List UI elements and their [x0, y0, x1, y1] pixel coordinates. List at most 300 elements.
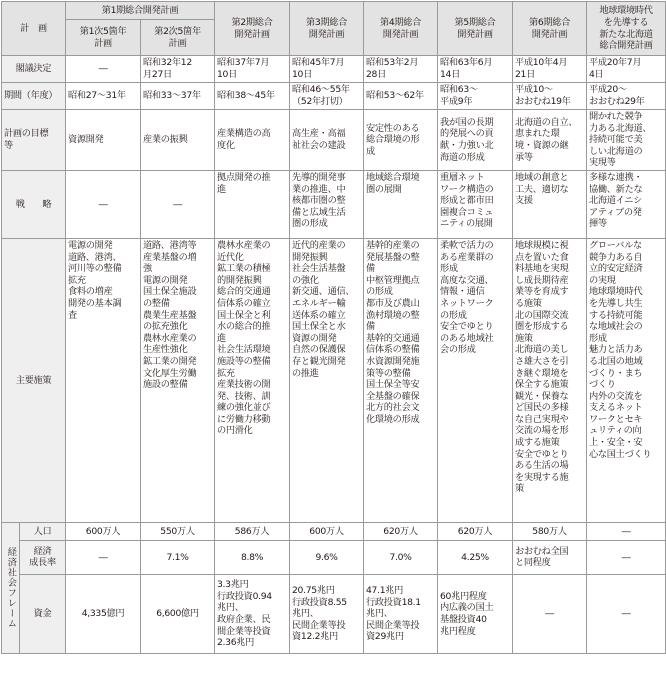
cell-line: 会の形成 — [440, 344, 476, 356]
cell-population-4 — [364, 522, 438, 540]
cell-line: 資12.2兆円 — [292, 631, 338, 643]
cell-line: な地域社会の — [589, 321, 643, 333]
cell-line: 行政投資0.94 — [217, 590, 272, 602]
cell-line: 昭和27～31年 — [68, 90, 126, 102]
cell-line: 策等の整備 — [366, 367, 411, 379]
cell-line: 近代化 — [217, 251, 244, 263]
cell-line: の実現 — [589, 274, 616, 286]
cell-line: 圏の展開 — [366, 183, 402, 195]
cell-line: 計画の目標 — [4, 128, 49, 140]
cell-line: 圏を形成する — [515, 321, 569, 333]
cell-measures-7 — [587, 238, 666, 522]
cell-line: 備 — [366, 263, 375, 275]
cell-line: 昭和63～ — [440, 84, 478, 96]
cell-line: 備と広域生活 — [292, 206, 346, 218]
cell-line: 兆円、 — [292, 608, 319, 620]
cell-line: 形成 — [440, 263, 458, 275]
cell-line: 発、技術、訓 — [217, 390, 271, 402]
cell-line: 開発計画 — [382, 28, 419, 40]
cell-line: 北方的社会文 — [366, 402, 420, 414]
cell-measures-4 — [364, 238, 438, 522]
cell-line: さ雄大さを引 — [515, 355, 569, 367]
cell-line: 強 — [143, 263, 152, 275]
cell-line: 基盤投資40 — [440, 613, 487, 625]
cell-growth-2 — [215, 540, 290, 574]
cell-line: 2.36兆円 — [217, 637, 255, 649]
cell-line: 漁村環境の整 — [366, 309, 420, 321]
cell-line: 産業技術の開 — [217, 379, 271, 391]
cell-measures-1 — [141, 238, 215, 522]
cell-line: ある産業群の — [440, 251, 494, 263]
cell-line: の推進 — [292, 367, 319, 379]
cell-line: 28日 — [366, 69, 386, 80]
cell-strategy-4 — [364, 170, 438, 238]
cell-line: の拡充強化 — [143, 321, 188, 333]
header-row-1 — [2, 2, 666, 20]
cell-line: 持続可能で美 — [589, 134, 643, 146]
cell-line: 自然の保護保 — [292, 344, 346, 356]
cell-line: 10日 — [217, 69, 237, 80]
cell-line: 兆円、 — [217, 602, 244, 614]
cell-goal-1 — [141, 110, 215, 171]
cell-line: 形成 — [589, 332, 607, 344]
row-funds — [2, 574, 666, 653]
cell-line: 化環境の形成 — [366, 413, 420, 425]
cell-line: 送体系の確立 — [292, 309, 346, 321]
cell-strategy-6 — [513, 170, 587, 238]
cell-line: き継ぐ環境を — [515, 367, 569, 379]
cell-line: 昭和32年12 — [143, 57, 192, 69]
cell-line: の円滑化 — [217, 425, 253, 437]
cell-goal-0 — [66, 110, 141, 171]
row-goal — [2, 110, 666, 171]
cell-line: 昭和33～37年 — [143, 90, 201, 102]
cell-line: 策 — [515, 483, 524, 495]
col-header-phase5 — [438, 2, 513, 56]
cell-line: 保全する施策 — [515, 379, 569, 391]
cell-line: 魅力と活力あ — [589, 344, 643, 356]
cell-decision-7 — [587, 56, 666, 83]
cell-line: 6,600億円 — [156, 608, 199, 620]
cell-line: 拡充 — [217, 367, 235, 379]
cell-line: 地球環境時代 — [599, 5, 653, 17]
cell-line: 境・資源の継 — [515, 139, 569, 151]
cell-line: ― — [98, 551, 108, 563]
cell-population-0 — [66, 522, 141, 540]
cell-line: 施策 — [515, 332, 533, 344]
plan-comparison-table — [1, 1, 666, 654]
cell-line: 点を置いた食 — [515, 251, 569, 263]
cell-line: エネルギー輸 — [292, 297, 346, 309]
cell-line: 電源の開発 — [68, 239, 113, 251]
cell-line: 道路、港湾等 — [143, 239, 197, 251]
row-strategy — [2, 170, 666, 238]
cell-line: 高生産・高福 — [292, 128, 346, 140]
cell-funds-5 — [438, 574, 513, 653]
cell-line: ュリティの向 — [589, 425, 642, 437]
cell-line: 7.1% — [166, 551, 189, 563]
cell-line: 586万人 — [234, 525, 270, 537]
cell-growth-0 — [66, 540, 141, 574]
cell-line: 21日 — [515, 69, 535, 80]
cell-line: 第1次5箇年 — [79, 25, 127, 37]
cell-line: 成長率 — [29, 557, 56, 569]
cell-line: 8.8% — [240, 551, 264, 563]
cell-line: 計画 — [168, 37, 187, 49]
cell-line: 海道の形成 — [440, 151, 485, 163]
cell-line: 兆円程度 — [440, 625, 476, 637]
plan-header-label: 計 画 — [20, 22, 47, 34]
cell-line: 社会生活環境 — [217, 344, 271, 356]
cell-goal-2 — [215, 110, 290, 171]
col-header-first-5yr — [66, 20, 141, 56]
row-label-funds — [20, 574, 66, 653]
cell-line: 拡充 — [68, 274, 86, 286]
cell-line: 新交通、通信、 — [292, 286, 355, 298]
cell-funds-7 — [587, 574, 666, 653]
cell-line: 産業の振興 — [143, 134, 188, 146]
cell-line: 工夫、適切な — [515, 183, 569, 195]
cell-line: 開かれた競争 — [589, 111, 643, 122]
cell-line: 平成20～ — [589, 84, 627, 96]
cell-line: 料基地を実現 — [515, 263, 569, 275]
row-label-text: 期間（年度） — [4, 90, 58, 102]
cell-line: ― — [621, 551, 631, 563]
cell-line: 4.25% — [461, 551, 489, 563]
cell-line: る北国の地域 — [589, 355, 643, 367]
plan-comparison-table-wrapper — [1, 1, 665, 672]
cell-line: 資29兆円 — [366, 631, 404, 643]
cell-line: ど国民の多様 — [515, 402, 569, 414]
cell-line: し成長期待産 — [515, 274, 569, 286]
cell-line: ― — [545, 608, 554, 620]
cell-line: 文化厚生労働 — [143, 367, 197, 379]
row-label-goal — [2, 110, 66, 171]
cell-line: づくり — [589, 379, 616, 391]
cell-line: 信体系の整備 — [366, 344, 420, 356]
cell-line: 度化 — [217, 139, 235, 151]
cell-line: 上・安全・安 — [589, 437, 643, 449]
cell-line: 第2次5箇年 — [154, 25, 201, 37]
cell-line: 計画 — [94, 37, 112, 49]
cell-line: 総合的交通通 — [217, 286, 271, 298]
cell-line: 4,335億円 — [81, 608, 125, 620]
row-label-strategy — [2, 170, 66, 238]
cell-line: 道路、港湾、 — [68, 251, 122, 263]
cell-period-5 — [438, 83, 513, 110]
cell-line: の整備 — [143, 297, 170, 309]
cell-line: ワークとセキ — [589, 413, 643, 425]
cell-line: 安定性のある — [366, 122, 420, 134]
cell-population-6 — [513, 522, 587, 540]
cell-line: 交流の場を形 — [515, 425, 569, 437]
cell-line: 鉱工業の開発 — [143, 355, 197, 367]
cell-line: 北海道の自立、 — [515, 116, 578, 128]
cell-line: 等 — [4, 139, 13, 151]
cell-line: 柔軟で活力の — [440, 239, 494, 251]
cell-period-1 — [141, 83, 215, 110]
cell-decision-5 — [438, 56, 513, 83]
cell-population-2 — [215, 522, 290, 540]
cell-line: おおむね全国 — [515, 545, 569, 557]
cell-line: 進 — [217, 183, 226, 195]
cell-line: アティブの発 — [589, 206, 642, 218]
cell-line: 600万人 — [85, 525, 121, 537]
cell-measures-2 — [215, 238, 290, 522]
cell-line: 食料の増産 — [68, 286, 113, 298]
cell-line: 基幹的交通通 — [366, 332, 420, 344]
cell-line: 平成20年7月 — [589, 57, 642, 69]
row-label-period — [2, 83, 66, 110]
row-label-cabinet-decision — [2, 56, 66, 83]
cell-line: 地域総合環境 — [366, 171, 420, 183]
cell-line: 昭和45年7月 — [292, 57, 345, 69]
cell-goal-6 — [513, 110, 587, 171]
cell-line: ニティの展開 — [440, 218, 493, 230]
row-measures — [2, 238, 666, 522]
cell-line: に労働力移動 — [217, 413, 271, 425]
cell-line: 電源の開発 — [143, 274, 188, 286]
cell-line: 平成9年 — [440, 96, 473, 107]
col-header-phase6 — [513, 2, 587, 56]
plan-header-cell — [2, 2, 66, 56]
cell-line: 昭和37年7月 — [217, 57, 270, 69]
cell-line: 北海道イニシ — [589, 195, 642, 207]
cell-population-1 — [141, 522, 215, 540]
cell-period-0 — [66, 83, 141, 110]
cell-line: 農林水産業の — [143, 332, 197, 344]
cell-line: と同程度 — [515, 557, 551, 569]
cell-strategy-2 — [215, 170, 290, 238]
cell-line: の強化 — [292, 274, 319, 286]
cell-line: 全基盤の確保 — [366, 390, 420, 402]
cell-population-5 — [438, 522, 513, 540]
cell-line: 内広義の国土 — [440, 602, 494, 614]
cell-goal-3 — [290, 110, 364, 171]
cell-line: 練の強化並び — [217, 402, 271, 414]
cell-decision-0 — [66, 56, 141, 83]
cell-strategy-1 — [141, 170, 215, 238]
cell-line: 承等 — [515, 151, 533, 163]
cell-line: 高度な交通、 — [440, 274, 494, 286]
cell-line: ある生活の場 — [515, 460, 569, 472]
col-header-phase2 — [215, 2, 290, 56]
econ-frame-text: 経済社会フレーム — [5, 547, 17, 629]
cell-line: 協働、新たな — [589, 183, 643, 195]
cell-line: ― — [621, 525, 631, 537]
cell-line: 第4期総合 — [379, 16, 422, 28]
cell-line: 60兆円程度 — [440, 590, 487, 602]
col-header-second-5yr — [141, 20, 215, 56]
cell-line: 先導的開発事 — [292, 171, 346, 183]
col-header-new-plan — [587, 2, 666, 56]
cell-line: 民間企業等投 — [366, 619, 420, 631]
cell-line: 行政投資8.55 — [292, 596, 347, 608]
cell-growth-6 — [513, 540, 587, 574]
row-label-text: 戦 略 — [15, 198, 52, 210]
cell-line: 資源の開発 — [292, 332, 337, 344]
cell-line: 拠点開発の推 — [217, 171, 271, 183]
cell-period-6 — [513, 83, 587, 110]
cell-line: 国土保全と利 — [217, 309, 271, 321]
cell-line: 社会生活基盤 — [292, 263, 346, 275]
cell-line: 進 — [217, 332, 226, 344]
cell-decision-6 — [513, 56, 587, 83]
row-label-text: 主要施策 — [15, 374, 52, 386]
cell-line: の形成 — [440, 309, 467, 321]
cell-funds-3 — [290, 574, 364, 653]
cell-line: グローバルな — [589, 239, 642, 251]
cell-line: 開発振興 — [292, 251, 328, 263]
cell-decision-2 — [215, 56, 290, 83]
cell-funds-2 — [215, 574, 290, 653]
cell-line: 兆円、 — [366, 608, 393, 620]
cell-line: 第2期総合 — [231, 16, 273, 28]
cell-line: 鉱工業の積極 — [217, 263, 271, 275]
cell-population-3 — [290, 522, 364, 540]
cell-line: ― — [173, 198, 182, 210]
cell-line: 近代的産業の — [292, 239, 346, 251]
cell-line: 620万人 — [383, 525, 418, 537]
cell-line: 国土保全等安 — [366, 379, 420, 391]
cell-line: 河川等の整備 — [68, 263, 122, 275]
cell-line: 産業基盤の増 — [143, 251, 197, 263]
cell-line: 的発展への貢 — [440, 128, 494, 140]
cell-line: （52年打切） — [292, 96, 348, 107]
cell-line: 47.1兆円 — [366, 584, 404, 596]
cell-line: しい北海道の — [589, 145, 643, 157]
cell-measures-6 — [513, 238, 587, 522]
cell-line: おおむね19年 — [515, 96, 571, 107]
cell-growth-1 — [141, 540, 215, 574]
col-header-phase3 — [290, 2, 364, 56]
cell-line: 資源開発 — [68, 134, 104, 146]
cell-line: 開発計画 — [457, 28, 493, 40]
cell-line: を先導する — [603, 16, 649, 28]
cell-line: な自己実現や — [515, 413, 569, 425]
cell-line: 業の推進、中 — [292, 183, 346, 195]
cell-line: 550万人 — [160, 525, 195, 537]
cell-line: 3.3兆円 — [217, 579, 249, 591]
cell-line: 農林水産業の — [217, 239, 271, 251]
cell-line: 月27日 — [143, 69, 172, 80]
cell-line: 成 — [366, 145, 375, 157]
cell-decision-1 — [141, 56, 215, 83]
cell-line: ― — [98, 198, 108, 210]
cell-line: 圏の形成 — [292, 218, 328, 230]
cell-line: 水の総合的推 — [217, 321, 271, 333]
cell-strategy-5 — [438, 170, 513, 238]
cell-line: 基幹的産業の — [366, 239, 420, 251]
cell-line: 内外の交流を — [589, 390, 643, 402]
cell-line: 北の国際交流 — [515, 309, 569, 321]
row-label-growth — [20, 540, 66, 574]
cell-strategy-3 — [290, 170, 364, 238]
row-period — [2, 83, 666, 110]
cell-line: 施設等の整備 — [217, 355, 271, 367]
cell-period-4 — [364, 83, 438, 110]
cell-funds-4 — [364, 574, 438, 653]
cell-strategy-0 — [66, 170, 141, 238]
cell-line: 力ある北海道、 — [589, 122, 652, 134]
cell-line: 成する施策 — [515, 437, 560, 449]
cell-line: 立的安定経済 — [589, 263, 643, 275]
row-label-measures — [2, 238, 66, 522]
cell-line: 園複合コミュ — [440, 206, 494, 218]
cell-line: 国土保全と水 — [292, 321, 346, 333]
cell-line: 我が国の長期 — [440, 116, 494, 128]
cell-line: 存と観光開発 — [292, 355, 346, 367]
cell-line: づくり・まち — [589, 367, 643, 379]
cell-line: 580万人 — [532, 525, 567, 537]
cell-line: 発展基盤の整 — [366, 251, 420, 263]
cell-line: する持続可能 — [589, 309, 643, 321]
cell-line: 競争力ある自 — [589, 251, 643, 263]
cell-line: 昭和46～55年 — [292, 84, 350, 96]
cell-period-7 — [587, 83, 666, 110]
cell-line: 産業構造の高 — [217, 128, 271, 140]
cell-funds-0 — [66, 574, 141, 653]
cell-line: 第6期総合 — [528, 16, 571, 28]
cell-line: ワーク構造の — [440, 183, 494, 195]
cell-line: 中枢管理拠点 — [366, 274, 420, 286]
row-label-text: 閣議決定 — [15, 63, 52, 75]
cell-period-2 — [215, 83, 290, 110]
cell-line: 的開発振興 — [217, 274, 262, 286]
cell-line: 施設の整備 — [143, 379, 188, 391]
cell-line: 地球規模に視 — [515, 239, 569, 251]
cell-line: 地球環境時代 — [589, 286, 643, 298]
cell-growth-3 — [290, 540, 364, 574]
cell-line: 生産性強化 — [143, 344, 188, 356]
cell-goal-7 — [587, 110, 666, 171]
row-population — [2, 522, 666, 540]
cell-growth-4 — [364, 540, 438, 574]
cell-line: 重層ネット — [440, 171, 485, 183]
cell-line: 実現等 — [589, 157, 616, 169]
cell-line: 昭和53～62年 — [366, 90, 424, 102]
cell-line: 心な国土づくり — [589, 448, 652, 460]
cell-line: 20.75兆円 — [292, 584, 335, 596]
cell-line: 14日 — [440, 69, 460, 80]
cell-line: 恵まれた環 — [515, 128, 560, 140]
cell-measures-0 — [66, 238, 141, 522]
cell-line: 備 — [366, 321, 375, 333]
phase1-group-label: 第1期総合開発計画 — [101, 4, 179, 16]
cell-line: 昭和63年6月 — [440, 57, 493, 69]
cell-line: 安全でゆとり — [515, 448, 569, 460]
cell-decision-3 — [290, 56, 364, 83]
cell-line: 地域の創意と — [515, 171, 569, 183]
cell-line: 開発計画 — [234, 28, 270, 40]
cell-line: 政府企業、民 — [217, 613, 271, 625]
row-label-population — [20, 522, 66, 540]
cell-line: 第3期総合 — [305, 16, 348, 28]
cell-line: 信体系の確立 — [217, 297, 271, 309]
cell-line: ― — [98, 63, 108, 75]
phase1-group-header — [66, 2, 215, 20]
cell-line: 昭和38～45年 — [217, 90, 275, 102]
cell-line: 新たな北海道 — [599, 28, 653, 40]
cell-strategy-7 — [587, 170, 666, 238]
cell-line: 民間企業等投 — [292, 619, 346, 631]
cell-goal-4 — [364, 110, 438, 171]
col-header-phase4 — [364, 2, 438, 56]
cell-line: ― — [621, 608, 631, 620]
cell-line: 総合環境の形 — [366, 134, 420, 146]
econ-frame-label — [2, 522, 20, 653]
cell-line: 都市及び農山 — [366, 297, 420, 309]
